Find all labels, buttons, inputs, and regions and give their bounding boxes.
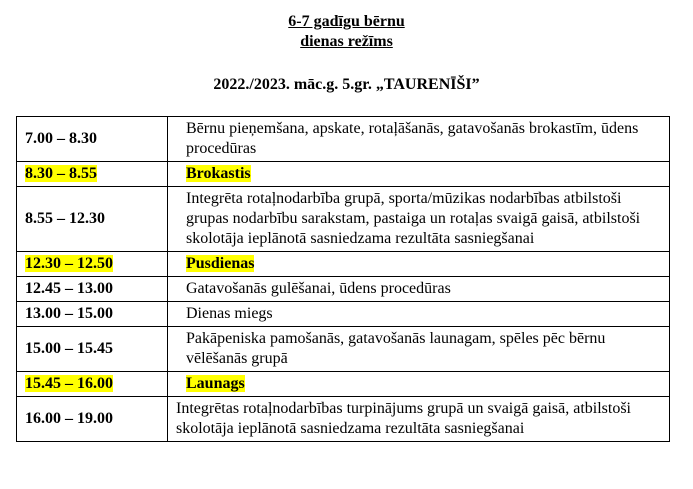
highlighted-time: 15.45 – 16.00 [25, 375, 113, 392]
table-row [17, 372, 670, 397]
subtitle-year-group: 2022./2023. māc.g. 5.gr. „TAURENĪŠI” [213, 76, 480, 93]
activity-cell: Pakāpeniska pamošanās, gatavošanās launagam, spēles pēc bērnu vēlēšanās grupā [168, 327, 670, 372]
time-cell: 7.00 – 8.30 [17, 117, 168, 162]
table-row [17, 277, 670, 302]
activity-cell: Integrētas rotaļnodarbības turpinājums grupā un svaigā gaisā, atbilstoši skolotāja ieplānotā sasniedzama rezultāta sasniegšanai [168, 397, 670, 442]
table-row [17, 187, 670, 252]
table-row [17, 397, 670, 442]
time-cell: 16.00 – 19.00 [17, 397, 168, 442]
activity-cell: Gatavošanās gulēšanai, ūdens procedūras [168, 277, 670, 302]
time-cell [17, 372, 168, 397]
time-cell: 15.00 – 15.45 [17, 327, 168, 372]
activity-cell [168, 162, 670, 187]
highlighted-meal: Launags [186, 375, 245, 392]
table-row [17, 327, 670, 372]
time-cell: 13.00 – 15.00 [17, 302, 168, 327]
title-routine-text: dienas režīms [300, 33, 393, 50]
schedule-table [16, 116, 670, 442]
activity-cell [168, 372, 670, 397]
time-cell [17, 252, 168, 277]
activity-cell: Bērnu pieņemšana, apskate, rotaļāšanās, gatavošanās brokastīm, ūdens procedūras [168, 117, 670, 162]
time-cell: 8.55 – 12.30 [17, 187, 168, 252]
activity-cell: Dienas miegs [168, 302, 670, 327]
time-cell [17, 162, 168, 187]
highlighted-time: 12.30 – 12.50 [25, 255, 113, 272]
time-cell: 12.45 – 13.00 [17, 277, 168, 302]
activity-cell: Integrēta rotaļnodarbība grupā, sporta/mūzikas nodarbības atbilstoši grupas nodarbību sarakstam, pastaiga un rotaļas svaigā gaisā, atbilstoši skolotāja ieplānotā sasniedzama rezultāta sasniegšanai [168, 187, 670, 252]
table-row [17, 162, 670, 187]
title-age-text: 6-7 gadīgu bērnu [288, 13, 405, 30]
title-line-routine [0, 32, 693, 52]
activity-cell [168, 252, 670, 277]
table-row [17, 302, 670, 327]
table-row [17, 117, 670, 162]
highlighted-meal: Pusdienas [186, 255, 255, 272]
table-row [17, 252, 670, 277]
title-line-age [0, 12, 693, 32]
highlighted-meal: Brokastis [186, 165, 251, 182]
highlighted-time: 8.30 – 8.55 [25, 165, 97, 182]
